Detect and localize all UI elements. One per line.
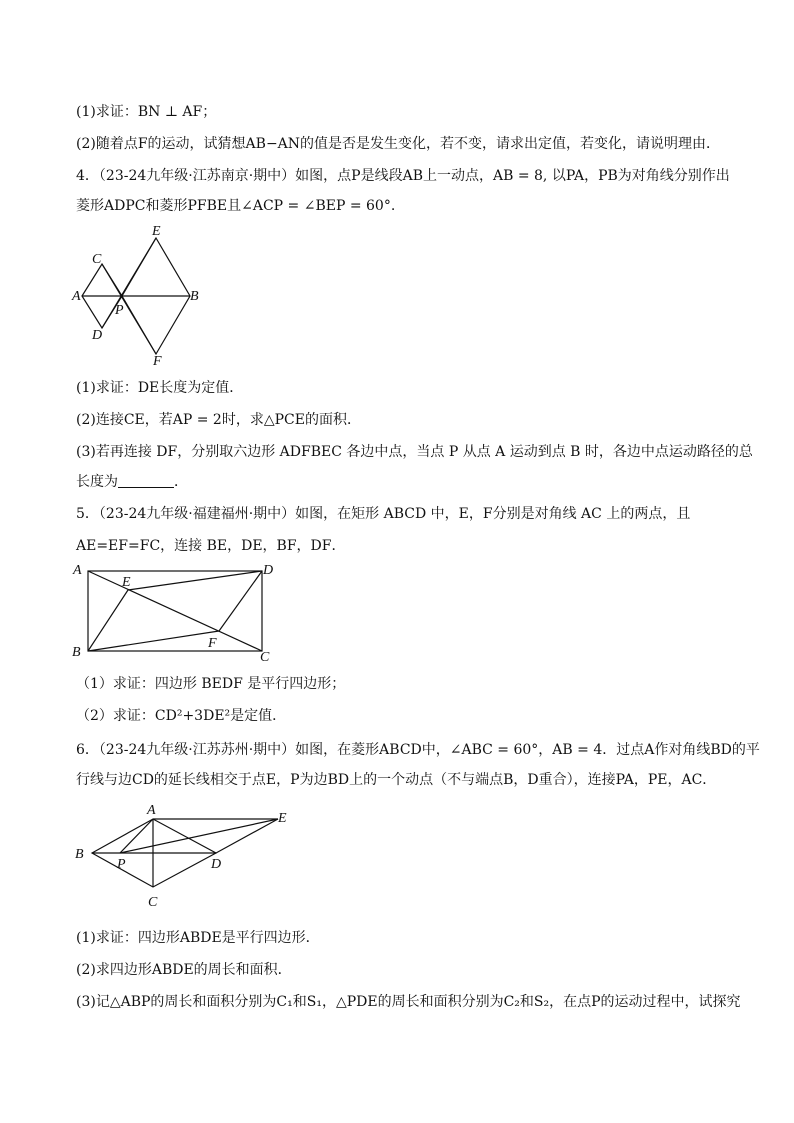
label-B: B (75, 847, 84, 862)
label-P: P (117, 857, 126, 872)
q5-part1: （1）求证：四边形 BEDF 是平行四边形； (76, 676, 346, 692)
q4-part1: (1)求证：DE长度为定值． (76, 380, 244, 396)
label-F: F (153, 354, 162, 368)
q5-stem-line1: 5．（23-24九年级·福建福州·期中）如图，在矩形 ABCD 中，E，F分别是对角线 AC 上的两点，且 (76, 506, 691, 522)
label-A: A (72, 289, 81, 304)
q4-stem-line2: 菱形ADPC和菱形PFBE且∠ACP = ∠BEP = 60°. (76, 198, 396, 214)
label-E: E (152, 224, 161, 239)
q4-part3-end: ． (174, 474, 188, 490)
label-E: E (122, 575, 131, 590)
q5-figure (66, 558, 286, 668)
q6-stem-line2: 行线与边CD的延长线相交于点E，P为边BD上的一个动点（不与端点B，D重合），连接PA，PE，AC． (76, 772, 717, 788)
q4-part3-text: 长度为 (76, 474, 118, 490)
q6-part1: (1)求证：四边形ABDE是平行四边形． (76, 930, 320, 946)
label-E: E (278, 811, 287, 826)
answer-blank (118, 473, 174, 488)
label-A: A (147, 803, 156, 818)
q3-part1: (1)求证：BN ⊥ AF； (76, 104, 217, 120)
q6-stem-line1: 6．（23-24九年级·江苏苏州·期中）如图，在菱形ABCD中，∠ABC = 60°，AB = 4．过点A作对角线BD的平 (76, 742, 760, 758)
label-F: F (208, 636, 217, 651)
q4-figure (62, 222, 212, 372)
label-B: B (190, 289, 199, 304)
q4-part3-line1: (3)若再连接 DF，分别取六边形 ADFBEC 各边中点，当点 P 从点 A 运动到点 B 时，各边中点运动路径的总 (76, 444, 753, 460)
q6-figure (70, 798, 300, 916)
label-B: B (72, 645, 81, 660)
q6-part2: (2)求四边形ABDE的周长和面积． (76, 962, 292, 978)
label-D: D (92, 328, 103, 343)
label-D: D (263, 563, 274, 578)
q4-part3-line2 (76, 472, 188, 492)
label-C: C (148, 895, 158, 910)
label-C: C (260, 650, 270, 664)
label-D: D (211, 857, 222, 872)
q5-stem-line2: AE=EF=FC，连接 BE，DE，BF，DF． (76, 538, 346, 554)
q4-part2: (2)连接CE，若AP = 2时，求△PCE的面积． (76, 412, 361, 428)
label-C: C (92, 252, 102, 267)
q3-part2: (2)随着点F的运动，试猜想AB−AN的值是否是发生变化，若不变，请求出定值，若变化，请说明理由． (76, 136, 721, 152)
q6-part3: (3)记△ABP的周长和面积分别为C₁和S₁，△PDE的周长和面积分别为C₂和S₂，在点P的运动过程中，试探究 (76, 994, 741, 1010)
label-P: P (115, 303, 124, 318)
q4-stem-line1: 4．（23-24九年级·江苏南京·期中）如图，点P是线段AB上一动点，AB = 8, 以PA，PB为对角线分别作出 (76, 168, 730, 184)
q5-part2: （2）求证：CD²+3DE²是定值． (76, 708, 287, 724)
label-A: A (73, 563, 82, 578)
